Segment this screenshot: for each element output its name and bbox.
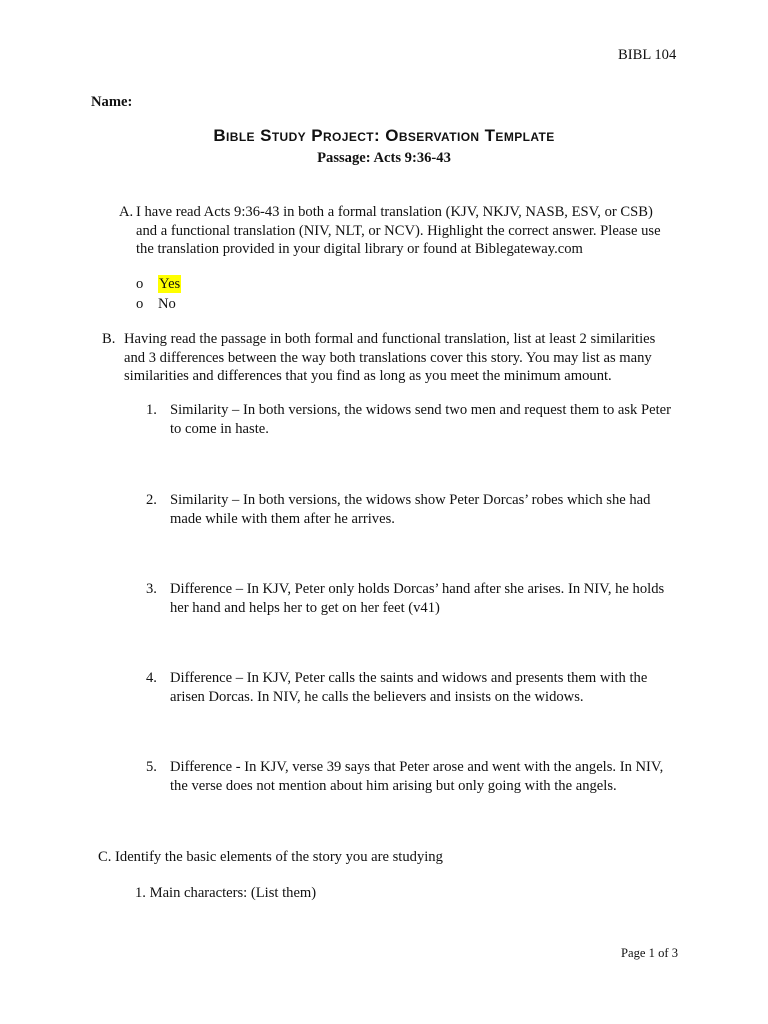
list-item-text: Difference – In KJV, Peter calls the saints and widows and presents them with the arisen Dorcas. In NIV, he calls the believers and insists on the widows. bbox=[170, 670, 648, 705]
list-item-number: 1. bbox=[146, 402, 157, 418]
section-b-letter: B. bbox=[102, 331, 116, 347]
option-bullet: o bbox=[136, 275, 144, 292]
section-b bbox=[102, 330, 675, 386]
section-c-heading: C. Identify the basic elements of the story you are studying bbox=[98, 849, 443, 865]
list-item-number: 4. bbox=[146, 670, 157, 686]
list-item-number: 2. bbox=[146, 492, 157, 508]
list-item-text: Difference – In KJV, Peter only holds Dorcas’ hand after she arises. In NIV, he holds her hand and helps her to get on her feet (v41) bbox=[170, 581, 665, 616]
section-a-paragraph bbox=[102, 203, 672, 259]
option-yes-label: Yes bbox=[159, 275, 181, 292]
list-item bbox=[146, 669, 672, 706]
list-item bbox=[146, 401, 672, 438]
course-code: BIBL 104 bbox=[618, 47, 677, 63]
option-bullet: o bbox=[136, 295, 144, 312]
section-a-letter: A. bbox=[119, 204, 134, 220]
option-yes[interactable] bbox=[136, 274, 181, 294]
list-item-number: 5. bbox=[146, 759, 157, 775]
document-title: Bible Study Project: Observation Template bbox=[213, 126, 555, 145]
list-item-number: 3. bbox=[146, 581, 157, 597]
list-item bbox=[146, 758, 672, 795]
list-item bbox=[146, 580, 672, 617]
passage-subtitle: Passage: Acts 9:36-43 bbox=[317, 150, 451, 166]
section-c-item: 1. Main characters: (List them) bbox=[135, 885, 317, 901]
section-a-text: I have read Acts 9:36-43 in both a formal translation (KJV, NKJV, NASB, ESV, or CSB) and a functional translation (NIV, NLT, or NCV). Highlight the correct answer. Please use the translation provided in your digital library or found at Biblegateway.com bbox=[136, 204, 661, 257]
option-no-label: No bbox=[158, 295, 176, 312]
section-b-text: Having read the passage in both formal and functional translation, list at least 2 similarities and 3 differences between the way both translations cover this story. You may list as many similarities and differences that you find as long as you meet the minimum amount. bbox=[124, 331, 656, 384]
answer-options bbox=[136, 274, 181, 314]
name-label: Name: bbox=[91, 94, 133, 110]
option-no[interactable] bbox=[136, 294, 181, 314]
list-item-text: Similarity – In both versions, the widows send two men and request them to ask Peter to come in haste. bbox=[170, 402, 671, 437]
list-item-text: Difference - In KJV, verse 39 says that Peter arose and went with the angels. In NIV, the verse does not mention about him arising but only going with the angels. bbox=[170, 759, 664, 794]
list-item bbox=[146, 491, 672, 528]
section-b-paragraph bbox=[102, 330, 675, 386]
section-a bbox=[102, 203, 672, 259]
page-number: Page 1 of 3 bbox=[621, 946, 679, 960]
list-item-text: Similarity – In both versions, the widows show Peter Dorcas’ robes which she had made while with them after he arrives. bbox=[170, 492, 651, 527]
